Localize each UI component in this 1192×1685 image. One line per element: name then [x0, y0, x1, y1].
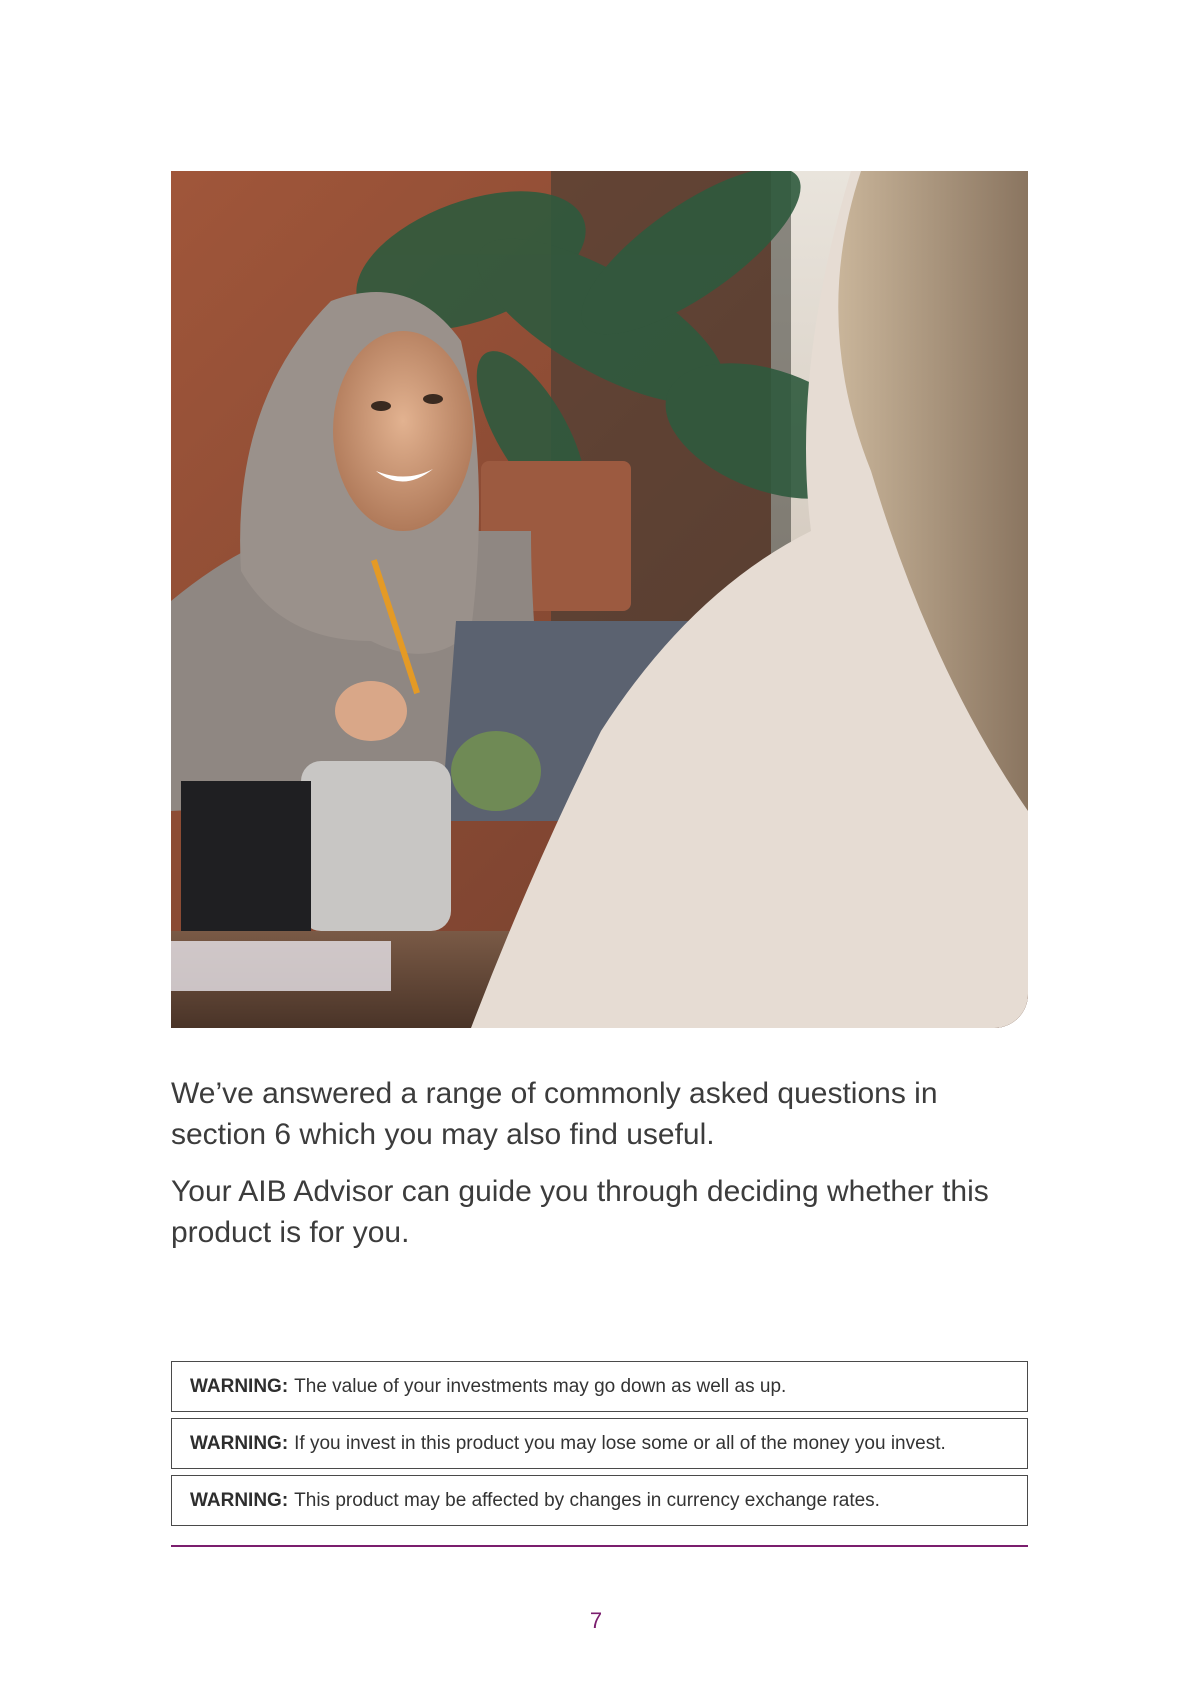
meeting-photo-illustration: [171, 171, 1028, 1028]
risk-warnings: [171, 1361, 1028, 1532]
warning-box: [171, 1418, 1028, 1469]
warning-text: If you invest in this product you may lose some or all of the money you invest.: [294, 1432, 946, 1454]
intro-paragraph-1: We’ve answered a range of commonly asked questions in section 6 which you may also find useful.: [171, 1077, 938, 1151]
warning-box: [171, 1361, 1028, 1412]
warning-box: [171, 1475, 1028, 1526]
warning-text: This product may be affected by changes in currency exchange rates.: [294, 1489, 880, 1511]
page-number: 7: [589, 1608, 603, 1633]
meeting-photo: [171, 171, 1028, 1028]
warning-label: WARNING:: [190, 1375, 289, 1397]
intro-paragraph-2: Your AIB Advisor can guide you through deciding whether this product is for you.: [171, 1175, 989, 1249]
warning-text: The value of your investments may go down as well as up.: [294, 1375, 787, 1397]
footer-divider: [171, 1545, 1028, 1547]
warning-label: WARNING:: [190, 1432, 289, 1454]
warning-label: WARNING:: [190, 1489, 289, 1511]
